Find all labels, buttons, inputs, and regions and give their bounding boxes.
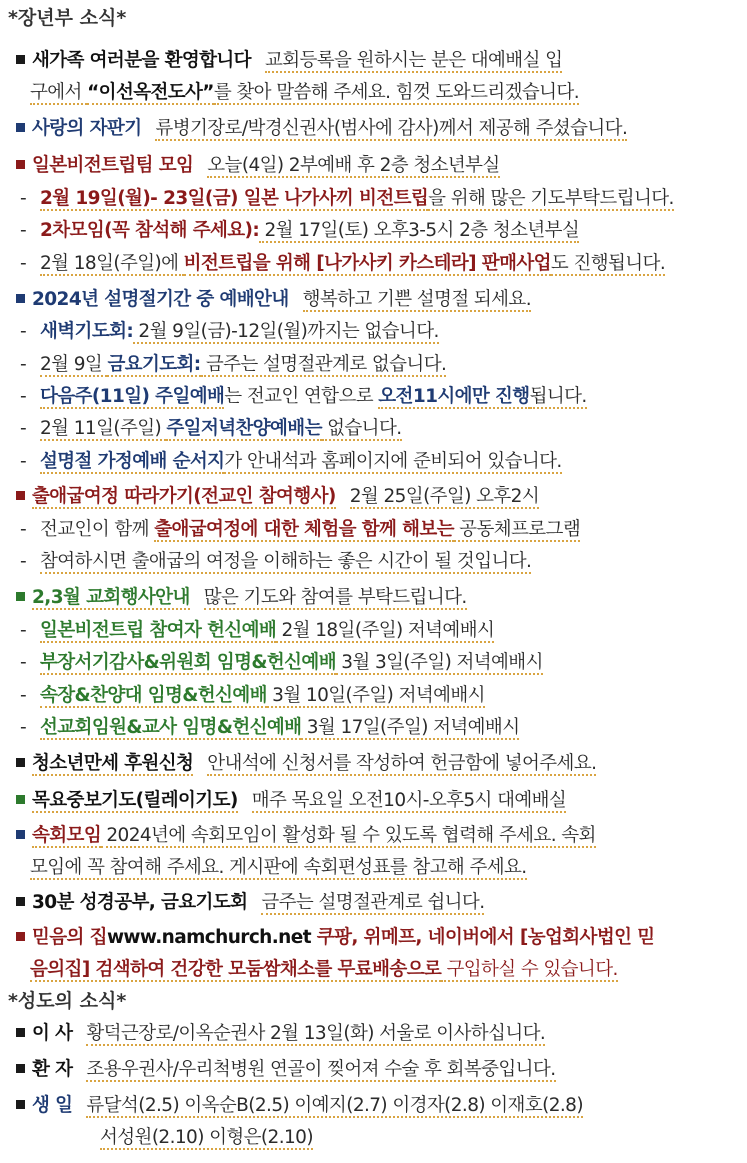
lunar-line-1: - 새벽기도회: 2월 9일(금)-12일(월)까지는 없습니다.	[20, 321, 439, 342]
item-youth	[0, 748, 739, 780]
item-title: 이 사	[32, 1023, 73, 1044]
item-bible-study	[0, 887, 739, 919]
events-line-3: - 속장&찬양대 임명&헌신예배 3월 10일(주일) 저녁예배시	[20, 685, 485, 706]
item-title: 속회모임	[32, 825, 102, 846]
bullet-icon	[16, 830, 25, 839]
item-class-meeting	[0, 820, 739, 852]
bullet-icon	[16, 491, 25, 500]
bullet-icon	[16, 1100, 25, 1109]
bullet-icon	[16, 294, 25, 303]
bullet-icon	[16, 160, 25, 169]
item-birthday-cont: 서성원(2.10) 이형은(2.10)	[100, 1127, 313, 1148]
exodus-line-2: - 참여하시면 출애굽의 여정을 이해하는 좋은 시간이 될 것입니다.	[20, 551, 532, 572]
events-line-4: - 선교회임원&교사 임명&헌신예배 3월 17일(주일) 저녁예배시	[20, 717, 520, 738]
item-welcome-cont: 구에서 “이선옥전도사”를 찾아 말씀해 주세요. 힘껏 도와드리겠습니다.	[30, 82, 579, 103]
section-church-news: *장년부 소식*	[8, 7, 127, 29]
bullet-icon	[16, 1064, 25, 1073]
item-patient	[0, 1054, 739, 1086]
item-title: 청소년만세 후원신청	[32, 753, 194, 774]
events-line-2: - 부장서기감사&위원회 임명&헌신예배 3월 3일(주일) 저녁예배시	[20, 652, 543, 673]
item-text: 류달석(2.5) 이옥순B(2.5) 이예지(2.7) 이경자(2.8) 이재호(2.8)	[86, 1095, 583, 1116]
item-text: 안내석에 신청서를 작성하여 헌금함에 넣어주세요.	[207, 753, 597, 774]
person-name: “이선옥전도사”	[87, 82, 214, 103]
item-exodus	[0, 481, 739, 513]
item-title: 사랑의 자판기	[32, 118, 142, 139]
item-welcome	[0, 45, 739, 77]
bullet-icon	[16, 897, 25, 906]
item-text: 매주 목요일 오전10시-오후5시 대예배실	[251, 790, 567, 811]
website-link[interactable]: www.namchurch.net	[106, 927, 311, 948]
item-faith-house-cont: 음의집] 검색하여 건강한 모둠쌈채소를 무료배송으로 구입하실 수 있습니다.	[30, 959, 618, 980]
bullet-icon	[16, 123, 25, 132]
item-text: 조용우권사/우리척병원 연골이 찢어져 수술 후 회복중입니다.	[86, 1059, 556, 1080]
item-vision-trip	[0, 150, 739, 182]
item-text: 행복하고 기쁜 설명절 되세요.	[302, 289, 531, 310]
lunar-line-3: - 다음주(11일) 주일예배는 전교인 연합으로 오전11시에만 진행됩니다.	[20, 386, 587, 407]
bullet-icon	[16, 55, 25, 64]
lunar-line-2: - 2월 9일 금요기도회: 금주는 설명절관계로 없습니다.	[20, 354, 447, 375]
bullet-icon	[16, 758, 25, 767]
item-title: 새가족 여러분을 환영합니다	[32, 50, 251, 71]
bullet-icon	[16, 592, 25, 601]
item-prayer	[0, 785, 739, 817]
lunar-line-5: - 설명절 가정예배 순서지가 안내석과 홈페이지에 준비되어 있습니다.	[20, 451, 562, 472]
item-moving	[0, 1018, 739, 1050]
item-title: 생 일	[32, 1095, 73, 1116]
section-member-news: *성도의 소식*	[8, 990, 127, 1012]
item-title: 30분 성경공부, 금요기도회	[32, 892, 248, 913]
item-title: 출애굽여정 따라가기(전교인 참여행사)	[32, 486, 336, 507]
item-text: 류병기장로/박경신권사(범사에 감사)께서 제공해 주셨습니다.	[155, 118, 628, 139]
item-faith-house: 믿음의 집www.namchurch.net 쿠팡, 위메프, 네이버에서 [농업회사법인 믿	[0, 922, 739, 954]
item-text: 오늘(4일) 2부예배 후 2층 청소년부실	[207, 155, 500, 176]
item-text: 2월 25일(주일) 오후2시	[349, 486, 540, 507]
item-events	[0, 582, 739, 614]
vision-line-2: - 2차모임(꼭 참석해 주세요): 2월 17일(토) 오후3-5시 2층 청소년부실	[20, 220, 580, 241]
item-title: 일본비전트립팀 모임	[32, 155, 194, 176]
item-title: 2,3월 교회행사안내	[32, 587, 190, 608]
lunar-line-4: - 2월 11일(주일) 주일저녁찬양예배는 없습니다.	[20, 418, 402, 439]
item-class-meeting-cont: 모임에 꼭 참여해 주세요. 게시판에 속회편성표를 참고해 주세요.	[30, 857, 527, 878]
item-birthday	[0, 1090, 739, 1122]
item-title: 환 자	[32, 1059, 73, 1080]
item-vending	[0, 113, 739, 145]
exodus-line-1: - 전교인이 함께 출애굽여정에 대한 체험을 함께 해보는 공동체프로그램	[20, 519, 581, 540]
item-text: 2024년에 속회모임이 활성화 될 수 있도록 협력해 주세요. 속회	[101, 825, 596, 846]
item-text: 교회등록을 원하시는 분은 대예배실 입	[264, 50, 563, 71]
bullet-icon	[16, 1028, 25, 1037]
vision-line-3: - 2월 18일(주일)에 비전트립을 위해 [나가사키 카스테라] 판매사업도 진행됩니다.	[20, 253, 666, 274]
bullet-icon	[16, 932, 25, 941]
events-line-1: - 일본비전트립 참여자 헌신예배 2월 18일(주일) 저녁예배시	[20, 620, 495, 641]
item-text: 금주는 설명절관계로 쉽니다.	[261, 892, 485, 913]
bullet-icon	[16, 795, 25, 804]
item-title: 목요중보기도(릴레이기도)	[32, 790, 238, 811]
item-title: 2024년 설명절기간 중 예배안내	[32, 289, 289, 310]
item-text: 황덕근장로/이옥순권사 2월 13일(화) 서울로 이사하십니다.	[86, 1023, 546, 1044]
item-lunar-worship	[0, 284, 739, 316]
vision-line-1: - 2월 19일(월)- 23일(금) 일본 나가사끼 비전트립을 위해 많은 기도부탁드립니다.	[20, 188, 674, 209]
item-text: 많은 기도와 참여를 부탁드립니다.	[203, 587, 467, 608]
